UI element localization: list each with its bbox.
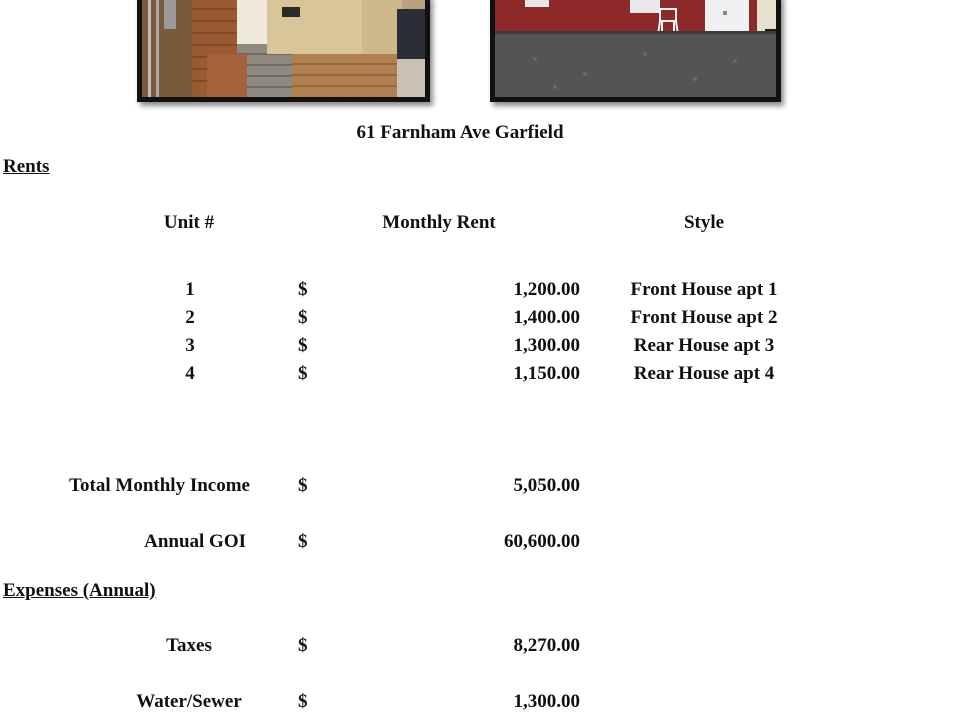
expense-value: 1,300.00	[513, 691, 580, 712]
monthly-rent-value: 1,200.00	[513, 279, 580, 300]
currency-symbol: $	[298, 363, 308, 384]
currency-symbol: $	[298, 635, 308, 656]
annual-goi-label: Annual GOI	[144, 531, 246, 552]
currency-symbol: $	[298, 279, 308, 300]
unit-number: 4	[185, 363, 195, 384]
rents-heading: Rents	[3, 156, 50, 177]
property-title: 61 Farnham Ave Garfield	[356, 122, 564, 143]
currency-symbol: $	[298, 475, 308, 496]
front-house-photo-image	[142, 0, 425, 97]
monthly-rent-value: 1,400.00	[513, 307, 580, 328]
expenses-heading: Expenses (Annual)	[3, 580, 156, 601]
annual-goi-value: 60,600.00	[504, 531, 580, 552]
currency-symbol: $	[298, 691, 308, 712]
column-header-monthly-rent: Monthly Rent	[382, 212, 496, 233]
column-header-style: Style	[683, 212, 725, 233]
total-monthly-income-value: 5,050.00	[513, 475, 580, 496]
unit-number: 1	[185, 279, 195, 300]
monthly-rent-value: 1,150.00	[513, 363, 580, 384]
currency-symbol: $	[298, 531, 308, 552]
column-header-unit: Unit #	[163, 212, 215, 233]
expense-label: Taxes	[166, 635, 212, 656]
unit-number: 2	[185, 307, 195, 328]
front-house-photo	[137, 0, 430, 102]
unit-number: 3	[185, 335, 195, 356]
expense-value: 8,270.00	[513, 635, 580, 656]
unit-style: Front House apt 2	[630, 307, 778, 328]
currency-symbol: $	[298, 335, 308, 356]
rear-house-photo	[490, 0, 781, 102]
total-monthly-income-label: Total Monthly Income	[69, 475, 250, 496]
unit-style: Rear House apt 3	[633, 335, 775, 356]
unit-style: Rear House apt 4	[633, 363, 775, 384]
monthly-rent-value: 1,300.00	[513, 335, 580, 356]
expense-label: Water/Sewer	[136, 691, 242, 712]
rear-house-photo-image	[495, 0, 776, 97]
unit-style: Front House apt 1	[630, 279, 778, 300]
currency-symbol: $	[298, 307, 308, 328]
